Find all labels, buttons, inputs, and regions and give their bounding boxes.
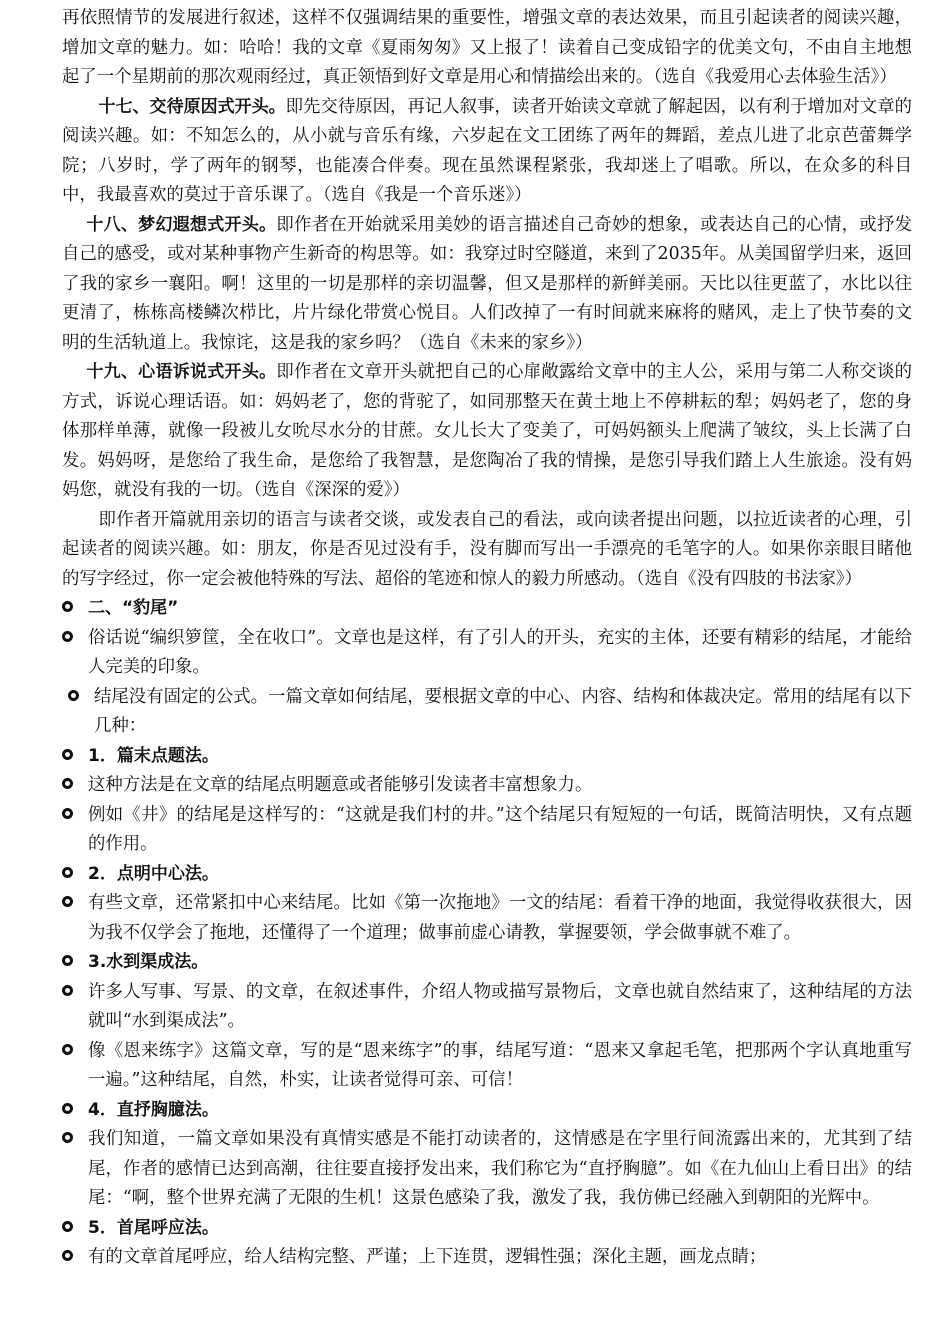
bullet-item — [62, 978, 912, 1037]
bullet-item — [62, 771, 912, 801]
paragraph-conversation-opening — [62, 506, 912, 595]
bullet-text: 2．点明中心法。 — [88, 863, 219, 884]
circle-bullet-icon — [62, 631, 73, 642]
bullet-heading-method-2 — [62, 860, 912, 890]
paragraph-body: 即作者在开始就采用美妙的语言描述自己奇妙的想象，或表达自己的心情，或抒发自己的感受，或对某种事物产生新奇的构思等。如：我穿过时空隧道，来到了2035年。从美国留学归来，返回了我的家乡一襄阳。啊！这里的一切是那样的亲切温馨，但又是那样的新鲜美丽。天比以往更蓝了，水比以往更清了，栋栋高楼鳞次栉比，片片绿化带赏心悦目。人们改掉了一有时间就来麻将的赌风，走上了快节奏的文明的生活轨道上。我惊诧，这是我的家乡吗？（选自《未来的家乡》） — [62, 214, 912, 353]
bullet-item — [62, 624, 912, 683]
bullet-text: 3.水到渠成法。 — [88, 952, 209, 972]
circle-bullet-icon — [62, 1044, 73, 1055]
bullet-text: 有的文章首尾呼应，给人结构完整、严谨；上下连贯，逻辑性强；深化主题，画龙点睛； — [88, 1247, 767, 1267]
bullet-item — [62, 1243, 912, 1273]
circle-bullet-icon — [62, 808, 73, 819]
circle-bullet-icon — [62, 867, 73, 878]
circle-bullet-icon — [62, 1250, 73, 1261]
paragraph-section-19 — [62, 358, 912, 506]
bullet-text: 俗话说“编织箩筐，全在收口”。文章也是这样，有了引人的开头，充实的主体，还要有精彩的结尾，才能给人完美的印象。 — [88, 627, 912, 677]
bullet-text: 1．篇末点题法。 — [88, 745, 219, 766]
paragraph-body: 即作者在文章开头就把自己的心扉敞露给文章中的主人公，采用与第二人称交谈的方式，诉说心理话语。如：妈妈老了，您的背驼了，如同那整天在黄土地上不停耕耘的犁；妈妈老了，您的身体那样单薄，就像一段被儿女吮尽水分的甘蔗。女儿长大了变美了，可妈妈额头上爬满了皱纹，头上长满了白发。妈妈呀，是您给了我生命，是您给了我智慧，是您陶冶了我的情操，是您引导我们踏上人生旅途。没有妈妈您，就没有我的一切。（选自《深深的爱》） — [62, 362, 912, 500]
bullet-text: 例如《井》的结尾是这样写的：“这就是我们村的井。”这个结尾只有短短的一句话，既简洁明快，又有点题的作用。 — [88, 804, 912, 854]
bullet-text: 我们知道，一篇文章如果没有真情实感是不能打动读者的，这情感是在字里行间流露出来的，尤其到了结尾，作者的感情已达到高潮，往往要直接抒发出来，我们称它为“直抒胸臆”。如《在九仙山上看日出》的结尾：“啊，整个世界充满了无限的生机！这景色感染了我，激发了我，我仿佛已经融入到朝阳的光辉中。 — [88, 1129, 912, 1208]
bullet-heading-leopard-tail — [62, 594, 912, 624]
bullet-text: 这种方法是在文章的结尾点明题意或者能够引发读者丰富想象力。 — [88, 775, 593, 795]
paragraph-section-18 — [62, 211, 912, 359]
bullet-text: 结尾没有固定的公式。一篇文章如何结尾，要根据文章的中心、内容、结构和体裁决定。常用的结尾有以下几种： — [94, 686, 912, 736]
circle-bullet-icon — [62, 778, 73, 789]
circle-bullet-icon — [68, 690, 79, 701]
bullet-text: 5．首尾呼应法。 — [88, 1217, 219, 1238]
circle-bullet-icon — [62, 1103, 73, 1114]
bullet-heading-method-5 — [62, 1214, 912, 1244]
circle-bullet-icon — [62, 749, 73, 760]
bullet-heading-method-4 — [62, 1096, 912, 1126]
paragraph-continuation — [62, 4, 912, 93]
bullet-item — [62, 1037, 912, 1096]
paragraph-body: 即先交待原因，再记人叙事，读者开始读文章就了解起因，以有利于增加对文章的阅读兴趣。如：不知怎么的，从小就与音乐有缘，六岁起在文工团练了两年的舞蹈，差点儿进了北京芭蕾舞学院；八岁时，学了两年的钢琴，也能凑合伴奏。现在虽然课程紧张，我却迷上了唱歌。所以，在众多的科目中，我最喜欢的莫过于音乐课了。（选自《我是一个音乐迷》） — [62, 96, 912, 205]
paragraph-body: 即作者开篇就用亲切的语言与读者交谈，或发表自己的看法，或向读者提出问题，以拉近读者的心理，引起读者的阅读兴趣。如：朋友，你是否见过没有手，没有脚而写出一手漂亮的毛笔字的人。如果你亲眼目睹他的写字经过，你一定会被他特殊的写法、超俗的笔迹和惊人的毅力所感动。（选自《没有四肢的书法家》） — [62, 509, 912, 589]
section-heading: 十七、交待原因式开头。 — [98, 96, 286, 117]
paragraph-section-17 — [62, 93, 912, 211]
section-heading: 十九、心语诉说式开头。 — [86, 362, 277, 382]
circle-bullet-icon — [62, 1221, 73, 1232]
circle-bullet-icon — [62, 896, 73, 907]
bullet-text: 像《恩来练字》这篇文章，写的是“恩来练字”的事，结尾写道：“恩来又拿起毛笔，把那两个字认真地重写一遍。”这种结尾，自然，朴实，让读者觉得可亲、可信！ — [88, 1040, 912, 1090]
bullet-text: 许多人写事、写景、的文章，在叙述事件，介绍人物或描写景物后，文章也就自然结束了，这种结尾的方法就叫“水到渠成法”。 — [88, 981, 912, 1031]
bullet-item — [62, 889, 912, 948]
circle-bullet-icon — [62, 601, 73, 612]
bullet-text: 4．直抒胸臆法。 — [88, 1099, 219, 1120]
circle-bullet-icon — [62, 955, 73, 966]
paragraph-body: 再依照情节的发展进行叙述，这样不仅强调结果的重要性，增强文章的表达效果，而且引起读者的阅读兴趣，增加文章的魅力。如：哈哈！我的文章《夏雨匆匆》又上报了！读着自己变成铅字的优美文句，不由自主地想起了一个星期前的那次观雨经过，真正领悟到好文章是用心和情描绘出来的。（选自《我爱用心去体验生活》） — [62, 8, 912, 87]
circle-bullet-icon — [62, 1132, 73, 1143]
bullet-item — [62, 683, 912, 742]
bullet-text: 有些文章，还常紧扣中心来结尾。比如《第一次拖地》一文的结尾：看着干净的地面，我觉得收获很大，因为我不仅学会了拖地，还懂得了一个道理；做事前虚心请教，掌握要领，学会做事就不难了。 — [88, 893, 912, 943]
bullet-heading-method-1 — [62, 742, 912, 772]
bullet-item — [62, 1125, 912, 1214]
section-heading: 十八、梦幻遐想式开头。 — [86, 214, 277, 235]
circle-bullet-icon — [62, 985, 73, 996]
bullet-text: 二、“豹尾” — [88, 598, 179, 618]
document-page — [62, 4, 912, 1273]
bullet-item — [62, 801, 912, 860]
bullet-heading-method-3 — [62, 948, 912, 978]
